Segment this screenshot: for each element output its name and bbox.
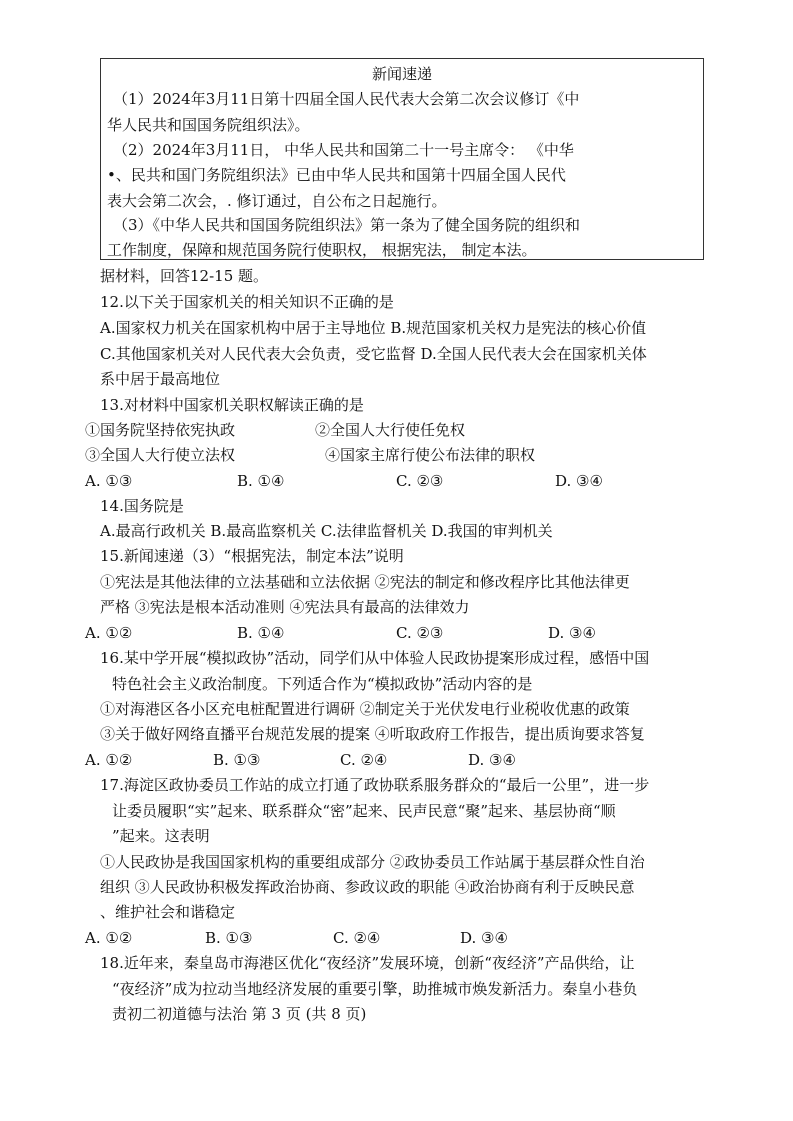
q16-statements-line-1: ①对海港区各小区充电桩配置进行调研 ②制定关于光伏发电行业税收优惠的政策 xyxy=(100,700,630,718)
q17-stem-line-1: 17.海淀区政协委员工作站的成立打通了政协联系服务群众的“最后一公里”，进一步 xyxy=(100,776,650,794)
q16-stem-line-1: 16.某中学开展“模拟政协”活动，同学们从中体验人民政协提案形成过程，感悟中国 xyxy=(100,649,650,667)
news-item-2-line-2: •、民共和国门务院组织法》已由中华人民共和国第十四届全国人民代 xyxy=(107,166,566,184)
news-item-2-line-3: 表大会第二次会，. 修订通过，自公布之日起施行。 xyxy=(107,192,447,210)
news-item-1-line-1: （1）2024年3月11日第十四届全国人民代表大会第二次会议修订《中 xyxy=(113,90,580,108)
news-box xyxy=(100,58,704,260)
q13-option-b: B. ①④ xyxy=(237,472,285,490)
q16-stem-line-2: 特色社会主义政治制度。下列适合作为“模拟政协”活动内容的是 xyxy=(112,675,533,693)
q15-option-a: A. ①② xyxy=(85,624,133,642)
q16-option-a: A. ①② xyxy=(85,751,133,769)
q17-option-c: C. ②④ xyxy=(333,929,381,947)
q13-statement-4: ④国家主席行使公布法律的职权 xyxy=(325,446,536,464)
q17-statements-line-2: 组织 ③人民政协积极发挥政治协商、参政议政的职能 ④政治协商有利于反映民意 xyxy=(100,878,635,896)
q18-stem-line-3: 责初二初道德与法治 第 3 页 (共 8 页) xyxy=(112,1005,367,1023)
q12-options-line-3: 系中居于最高地位 xyxy=(100,370,221,388)
q15-option-c: C. ②③ xyxy=(396,624,444,642)
q15-option-b: B. ①④ xyxy=(237,624,285,642)
q15-statements-line-2: 严格 ③宪法是根本活动准则 ④宪法具有最高的法律效力 xyxy=(100,598,470,616)
q13-option-c: C. ②③ xyxy=(396,472,444,490)
news-title: 新闻速递 xyxy=(371,65,432,83)
news-item-1-line-2: 华人民共和国国务院组织法》。 xyxy=(107,116,310,134)
news-item-2-line-1: （2）2024年3月11日， 中华人民共和国第二十一号主席令： 《中华 xyxy=(113,141,574,159)
news-item-3-line-1: （3）《中华人民共和国国务院组织法》第一条为了健全国务院的组织和 xyxy=(113,216,581,234)
q13-stem: 13.对材料中国家机关职权解读正确的是 xyxy=(100,396,364,414)
q16-option-b: B. ①③ xyxy=(213,751,261,769)
q17-statements-line-3: 、维护社会和谐稳定 xyxy=(100,903,236,921)
q15-option-d: D. ③④ xyxy=(548,624,596,642)
material-intro: 据材料，回答12-15 题。 xyxy=(100,267,269,285)
q17-stem-line-3: ”起来。这表明 xyxy=(112,827,210,845)
q18-stem-line-1: 18.近年来，秦皇岛市海港区优化“夜经济”发展环境，创新“夜经济”产品供给，让 xyxy=(100,954,635,972)
q17-stem-line-2: 让委员履职“实”起来、联系群众“密”起来、民声民意“聚”起来、基层协商“顺 xyxy=(112,802,616,820)
q16-option-d: D. ③④ xyxy=(468,751,516,769)
q12-options-line-1: A.国家权力机关在国家机构中居于主导地位 B.规范国家机关权力是宪法的核心价值 xyxy=(100,319,647,337)
q15-statements-line-1: ①宪法是其他法律的立法基础和立法依据 ②宪法的制定和修改程序比其他法律更 xyxy=(100,573,630,591)
q17-option-d: D. ③④ xyxy=(460,929,508,947)
q14-stem: 14.国务院是 xyxy=(100,497,184,515)
q13-statement-3: ③全国人大行使立法权 xyxy=(85,446,236,464)
q14-options: A.最高行政机关 B.最高监察机关 C.法律监督机关 D.我国的审判机关 xyxy=(100,522,553,540)
q17-option-b: B. ①③ xyxy=(205,929,253,947)
q13-option-d: D. ③④ xyxy=(555,472,603,490)
q17-statements-line-1: ①人民政协是我国国家机构的重要组成部分 ②政协委员工作站属于基层群众性自治 xyxy=(100,853,645,871)
q13-option-a: A. ①③ xyxy=(85,472,133,490)
q13-statement-1: ①国务院坚持依宪执政 xyxy=(85,421,236,439)
q12-stem: 12.以下关于国家机关的相关知识不正确的是 xyxy=(100,293,394,311)
q16-option-c: C. ②④ xyxy=(340,751,388,769)
q12-options-line-2: C.其他国家机关对人民代表大会负责，受它监督 D.全国人民代表大会在国家机关体 xyxy=(100,345,647,363)
q18-stem-line-2: “夜经济”成为拉动当地经济发展的重要引擎，助推城市焕发新活力。秦皇小巷负 xyxy=(112,980,638,998)
q17-option-a: A. ①② xyxy=(85,929,133,947)
q13-statement-2: ②全国人大行使任免权 xyxy=(315,421,466,439)
q15-stem: 15.新闻速递（3）“根据宪法，制定本法”说明 xyxy=(100,547,404,565)
news-item-3-line-2: 工作制度，保障和规范国务院行使职权， 根据宪法， 制定本法。 xyxy=(107,241,537,259)
q16-statements-line-2: ③关于做好网络直播平台规范发展的提案 ④听取政府工作报告，提出质询要求答复 xyxy=(100,725,645,743)
